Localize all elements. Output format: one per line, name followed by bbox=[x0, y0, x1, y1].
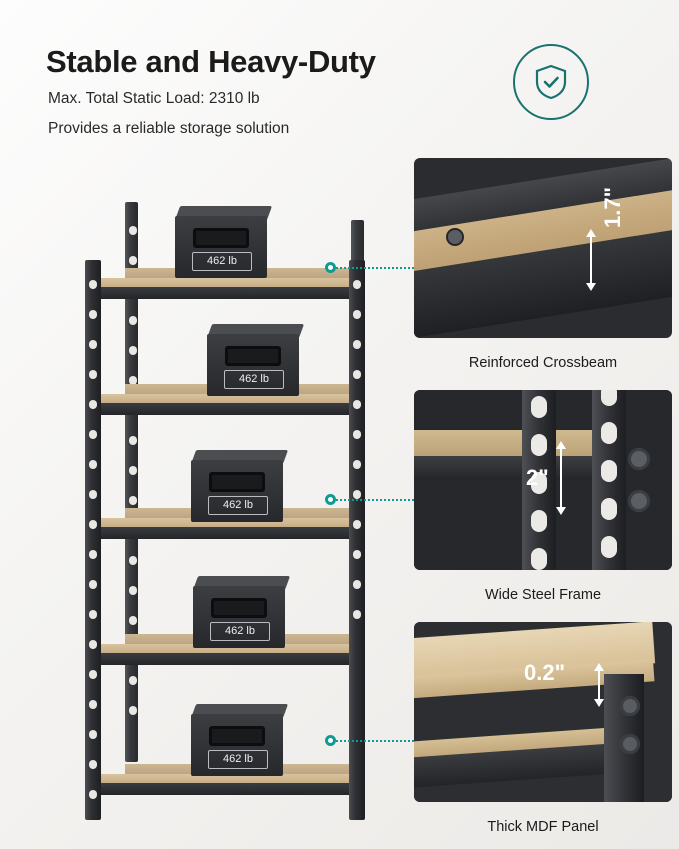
box-load-label: 462 lb bbox=[192, 252, 252, 271]
callout-leader-mdfpanel bbox=[336, 740, 414, 742]
callout-leader-crossbeam bbox=[336, 267, 414, 269]
detail-panel-wide-steel-frame bbox=[414, 390, 672, 570]
detail-panel-reinforced-crossbeam bbox=[414, 158, 672, 338]
panel-caption-mdfpanel: Thick MDF Panel bbox=[487, 819, 599, 835]
subtitle-description: Provides a reliable storage solution bbox=[48, 120, 290, 137]
storage-box bbox=[175, 206, 267, 278]
callout-dot-crossbeam bbox=[325, 262, 336, 273]
box-load-label: 462 lb bbox=[210, 622, 270, 641]
steel-post-right bbox=[592, 390, 626, 570]
page-title: Stable and Heavy-Duty bbox=[46, 44, 376, 79]
dimension-value-steelframe: 2" bbox=[526, 465, 549, 490]
shelf-5 bbox=[85, 774, 365, 789]
box-load-label: 462 lb bbox=[208, 750, 268, 769]
box-load-label: 462 lb bbox=[208, 496, 268, 515]
post-front-left bbox=[85, 260, 101, 820]
dimension-line-steelframe bbox=[560, 448, 562, 508]
bolt-icon bbox=[448, 230, 462, 244]
storage-box bbox=[191, 450, 283, 522]
shelf-2 bbox=[85, 394, 365, 409]
rivet-icon bbox=[620, 696, 640, 716]
detail-panel-thick-mdf-panel bbox=[414, 622, 672, 802]
shelf-1 bbox=[85, 278, 365, 293]
dimension-line-mdfpanel bbox=[598, 670, 600, 700]
post-front-right bbox=[349, 260, 365, 820]
panel-caption-steelframe: Wide Steel Frame bbox=[484, 587, 602, 603]
rivet-icon bbox=[628, 448, 650, 470]
panel-caption-crossbeam: Reinforced Crossbeam bbox=[468, 355, 618, 371]
callout-dot-steelframe bbox=[325, 494, 336, 505]
storage-box bbox=[207, 324, 299, 396]
rivet-icon bbox=[620, 734, 640, 754]
shield-check-icon bbox=[534, 63, 568, 101]
shield-check-badge bbox=[513, 44, 589, 120]
storage-box bbox=[193, 576, 285, 648]
box-load-label: 462 lb bbox=[224, 370, 284, 389]
product-photo bbox=[28, 150, 403, 840]
storage-box bbox=[191, 704, 283, 776]
rivet-icon bbox=[628, 490, 650, 512]
dimension-value-crossbeam: 1.7" bbox=[600, 186, 625, 228]
callout-leader-steelframe bbox=[336, 499, 414, 501]
shelving-unit bbox=[63, 202, 373, 822]
callout-dot-mdfpanel bbox=[325, 735, 336, 746]
subtitle-load: Max. Total Static Load: 2310 lb bbox=[48, 90, 260, 107]
dimension-line-crossbeam bbox=[590, 236, 592, 284]
dimension-value-mdfpanel: 0.2" bbox=[524, 660, 566, 685]
